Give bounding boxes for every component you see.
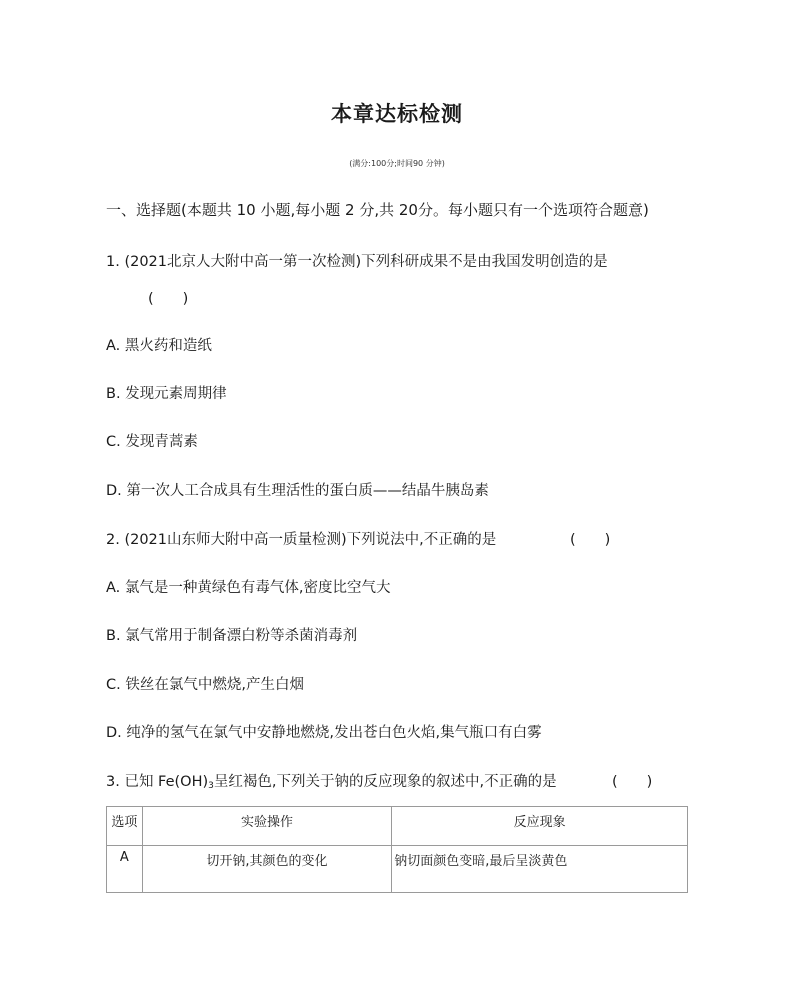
table-row — [107, 846, 688, 893]
table-cell-operation: 切开钠,其颜色的变化 — [142, 846, 392, 893]
question-3-stem-prefix: 3. 已知 Fe(OH) — [106, 774, 209, 790]
question-1-option-d: D. 第一次人工合成具有生理活性的蛋白质——结晶牛胰岛素 — [106, 483, 489, 499]
question-2-option-b: B. 氯气常用于制备漂白粉等杀菌消毒剂 — [106, 628, 358, 644]
question-2-option-c: C. 铁丝在氯气中燃烧,产生白烟 — [106, 677, 304, 693]
table-header-phenomenon: 反应现象 — [392, 807, 688, 846]
question-2-answer-blank: ( ) — [570, 532, 611, 548]
question-2-stem: 2. (2021山东师大附中高一质量检测)下列说法中,不正确的是 — [106, 532, 497, 548]
question-3-answer-blank: ( ) — [612, 774, 653, 790]
section-heading: 一、选择题(本题共 10 小题,每小题 2 分,共 20分。每小题只有一个选项符合题意) — [106, 201, 649, 219]
question-1-option-c: C. 发现青蒿素 — [106, 434, 198, 450]
exam-info: (满分:100分;时间90 分钟) — [349, 159, 445, 168]
table-header-option: 选项 — [107, 807, 143, 846]
question-1-stem: 1. (2021北京人大附中高一第一次检测)下列科研成果不是由我国发明创造的是 — [106, 254, 608, 270]
question-1-option-b: B. 发现元素周期律 — [106, 386, 227, 402]
page-title: 本章达标检测 — [331, 102, 463, 126]
question-3-stem-subscript: 3 — [208, 781, 214, 791]
experiment-table — [106, 806, 688, 893]
question-1-answer-blank: ( ) — [148, 291, 189, 307]
table-header-operation: 实验操作 — [142, 807, 392, 846]
question-2-option-a: A. 氯气是一种黄绿色有毒气体,密度比空气大 — [106, 580, 391, 596]
table-cell-option: A — [107, 846, 143, 893]
table-cell-phenomenon: 钠切面颜色变暗,最后呈淡黄色 — [392, 846, 688, 893]
question-3-stem-suffix: 呈红褐色,下列关于钠的反应现象的叙述中,不正确的是 — [213, 774, 557, 790]
table-header-row — [107, 807, 688, 846]
question-3-stem — [106, 770, 557, 791]
question-2-option-d: D. 纯净的氢气在氯气中安静地燃烧,发出苍白色火焰,集气瓶口有白雾 — [106, 725, 542, 741]
question-1-option-a: A. 黑火药和造纸 — [106, 338, 212, 354]
